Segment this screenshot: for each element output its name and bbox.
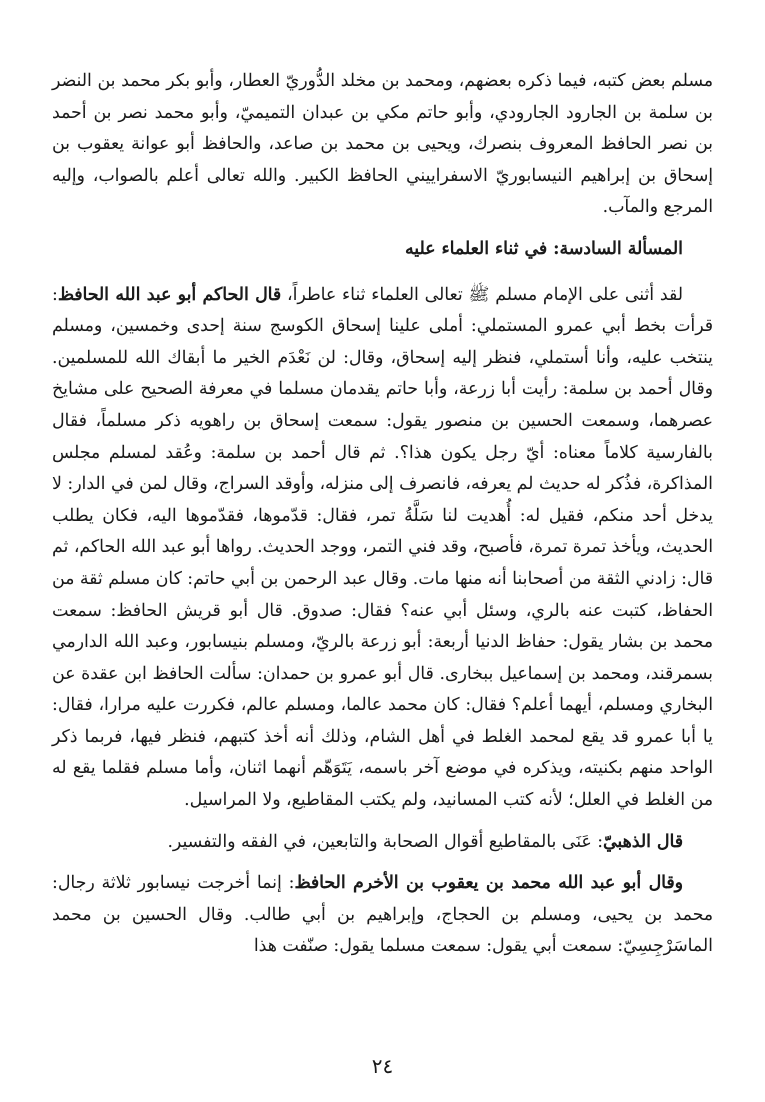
ibn-al-akhram-name: وقال أبو عبد الله محمد بن يعقوب بن الأخرم الحافظ (294, 873, 684, 894)
paragraph-scholars-praise (52, 280, 713, 817)
section-heading: المسألة السادسة: في ثناء العلماء عليه (404, 238, 683, 259)
praise-body-text: : قرأت بخط أبي عمرو المستملي: أملى علينا إسحاق الكوسج سنة إحدى وخمسين، ومسلم ينتخب عليه، وأنا أستملي، فنظر إليه إسحاق، وقال: لن نَعْدَم الخير ما أبقاك الله للمسلمين. وقال أحمد بن سلمة: رأيت أبا زرعة، وأبا حاتم يقدمان مسلما في معرفة الصحيح على مشايخ عصرهما، وسمعت الحسين بن منصور يقول: سمعت إسحاق بن راهويه ذكر مسلماً، فقال بالفارسية كلاماً معناه: أيّ رجل يكون هذا؟. ثم قال أحمد بن سلمة: وعُقد لمسلم مجلس المذاكرة، فذُكر له حديث لم يعرفه، فانصرف إلى منزله، وأوقد السراج، وقال لمن في الدار: لا يدخل أحد منكم، فقيل له: أُهديت لنا سَلَّةُ تمر، فقال: قدّموها، فقدّموها اليه، فكان يطلب الحديث، ويأخذ تمرة تمرة، فأصبح، وقد فني التمر، ووجد الحديث. رواها أبو عبد الله الحاكم، ثم قال: زادني الثقة من أصحابنا أنه منها مات. وقال عبد الرحمن بن أبي حاتم: كان مسلم ثقة من الحفاظ، كتبت عنه بالري، وسئل أبي عنه؟ فقال: صدوق. قال أبو قريش الحافظ: سمعت محمد بن بشار يقول: حفاظ الدنيا أربعة: أبو زرعة بالريّ، ومسلم بنيسابور، وعبد الله الدارمي بسمرقند، ومحمد بن إسماعيل ببخارى. قال أبو عمرو بن حمدان: سألت الحافظ ابن عقدة عن البخاري ومسلم، أيهما أعلم؟ فقال: كان محمد عالما، ومسلم عالم، فكررت عليه مرارا، فقال: يا أبا عمرو قد يقع لمحمد الغلط في أهل الشام، وذلك أنه أخذ كتبهم، فنظر فيها، فربما ذكر الواحد منهم بكنيته، ويذكره في موضع آخر باسمه، يَتَوَهّم أنهما اثنان، وأما مسلم فقلما يقع له من الغلط في العلل؛ لأنه كتب المسانيد، ولم يكتب المقاطيع، ولا المراسيل. (52, 284, 713, 811)
hakim-name: قال الحاكم أبو عبد الله الحافظ (57, 284, 282, 305)
dhahabi-text: : عَنَى بالمقاطيع أقوال الصحابة والتابعين، في الفقه والتفسير. (167, 831, 604, 852)
paragraph-ibn-al-akhram (52, 868, 713, 963)
ibn-al-akhram-text: : إنما أخرجت نيسابور ثلاثة رجال: محمد بن يحيى، ومسلم بن الحجاج، وإبراهيم بن أبي طالب. وقال الحسين بن محمد الماسَرْجِسِيّ: سمعت أبي يقول: سمعت مسلما يقول: صنّفت هذا (52, 873, 713, 957)
paragraph-narrators: مسلم بعض كتبه، فيما ذكره بعضهم، ومحمد بن مخلد الدُّوريّ العطار، وأبو بكر محمد بن النضر بن سلمة بن الجارود الجارودي، وأبو حاتم مكي بن عبدان التميميّ، وأبو محمد نصر بن أحمد بن نصر الحافظ المعروف بنصرك، ويحيى بن محمد بن صاعد، والحافظ أبو عوانة يعقوب بن إسحاق بن إبراهيم النيسابوريّ الاسفراييني الحافظ الكبير. والله تعالى أعلم بالصواب، وإليه المرجع والمآب. (52, 71, 713, 218)
paragraph-dhahabi (52, 827, 713, 859)
praise-intro-text: لقد أثنى على الإمام مسلم ﷺ تعالى العلماء ثناء عاطراً، (281, 284, 683, 305)
dhahabi-name: قال الذهبيّ (603, 831, 683, 852)
page-number: ٢٤ (371, 1054, 394, 1078)
